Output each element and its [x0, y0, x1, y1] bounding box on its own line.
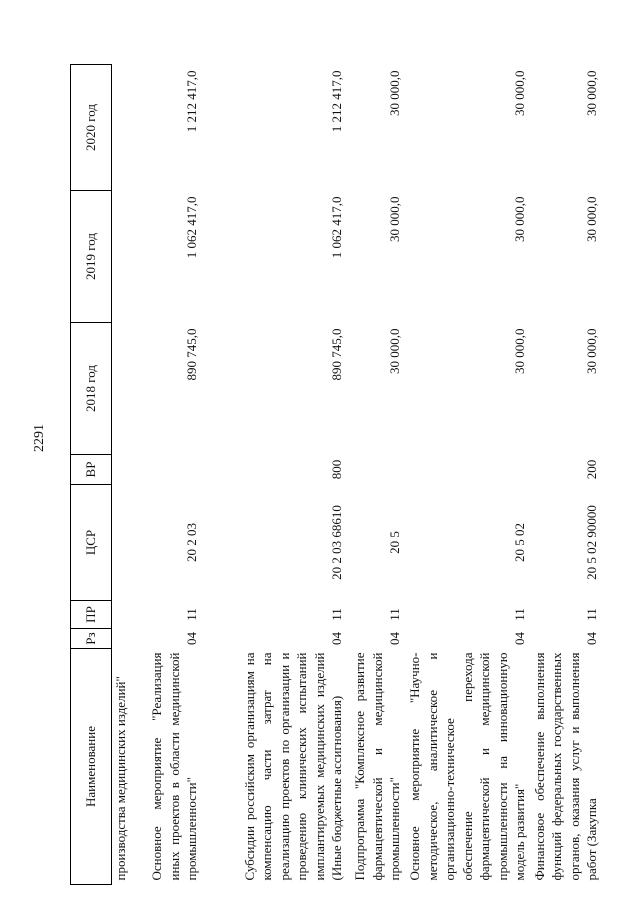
budget-table [70, 64, 601, 885]
row-vr: 200 [584, 459, 599, 480]
table-header-row [71, 65, 112, 885]
row-csr: 20 5 02 [512, 523, 527, 562]
row-name: производства медицинских изделий" [113, 676, 128, 881]
row-name: Субсидии российским организациям на компенсацию части затрат на реализацию проектов по организации и проведению клинических испытаний имплантируемых медицинских изделий (Иные бюджетные ассигнования) [241, 652, 344, 881]
row-pr [112, 601, 139, 629]
row-csr: 20 5 02 90000 [584, 505, 599, 580]
row-csr [112, 485, 139, 601]
row-name: Финансовое обеспечение выполнения функций федеральных государственных органов, оказания услуг и выполнения работ (Закупка [531, 652, 599, 881]
row-csr: 20 2 03 68610 [329, 505, 344, 580]
row-rz: 04 [387, 632, 402, 645]
row-rz [112, 629, 139, 649]
header-2018: 2018 год [71, 323, 112, 455]
row-name: Основное мероприятие "Реализация иных проектов в области медицинской промышленности" [149, 652, 199, 881]
row-2018 [112, 323, 139, 455]
row-vr: 800 [329, 459, 344, 480]
row-2020: 30 000,0 [512, 70, 527, 116]
header-2020: 2020 год [71, 65, 112, 191]
row-rz: 04 [512, 632, 527, 645]
row-2019: 1 062 417,0 [184, 196, 199, 259]
table-row [404, 65, 529, 885]
row-2018: 30 000,0 [512, 328, 527, 374]
table-row [139, 65, 201, 885]
page-number: 2291 [32, 424, 47, 452]
row-vr [112, 455, 139, 485]
row-2018: 890 745,0 [329, 328, 344, 381]
row-csr: 20 2 03 [184, 523, 199, 562]
row-pr: 11 [329, 608, 344, 621]
row-2018: 30 000,0 [387, 328, 402, 374]
row-csr: 20 5 [387, 531, 402, 554]
row-2018: 30 000,0 [584, 328, 599, 374]
row-2020 [112, 65, 139, 191]
row-2020: 30 000,0 [584, 70, 599, 116]
row-name: Подпрограмма "Комплексное развитие фармацевтической и медицинской промышленности" [352, 652, 402, 881]
table-row [112, 65, 139, 885]
row-pr: 11 [512, 608, 527, 621]
row-pr: 11 [387, 608, 402, 621]
rotated-page [70, 65, 599, 885]
row-pr: 11 [184, 608, 199, 621]
header-vr: ВР [71, 455, 112, 485]
header-csr: ЦСР [71, 485, 112, 601]
header-name: Наименование [71, 649, 112, 885]
table-row [201, 65, 346, 885]
row-vr [139, 455, 201, 485]
row-2019: 30 000,0 [512, 196, 527, 242]
row-2020: 30 000,0 [387, 70, 402, 116]
row-2018: 890 745,0 [184, 328, 199, 381]
row-pr: 11 [584, 608, 599, 621]
row-2019: 30 000,0 [387, 196, 402, 242]
header-rz: Рз [71, 629, 112, 649]
row-2019 [112, 191, 139, 323]
header-2019: 2019 год [71, 191, 112, 323]
row-vr [404, 455, 529, 485]
row-2019: 30 000,0 [584, 196, 599, 242]
table-row [346, 65, 404, 885]
row-2020: 1 212 417,0 [184, 70, 199, 133]
row-rz: 04 [584, 632, 599, 645]
row-2020: 1 212 417,0 [329, 70, 344, 133]
row-rz: 04 [184, 632, 199, 645]
row-name: Основное мероприятие "Научно-методическое, аналитическое и организационно-техническое обеспечение перехода фармацевтической и медицинской промышленности на инновационную модель развития" [407, 652, 527, 881]
row-vr [346, 455, 404, 485]
table-row [529, 65, 601, 885]
header-pr: ПР [71, 601, 112, 629]
row-rz: 04 [329, 632, 344, 645]
row-2019: 1 062 417,0 [329, 196, 344, 259]
